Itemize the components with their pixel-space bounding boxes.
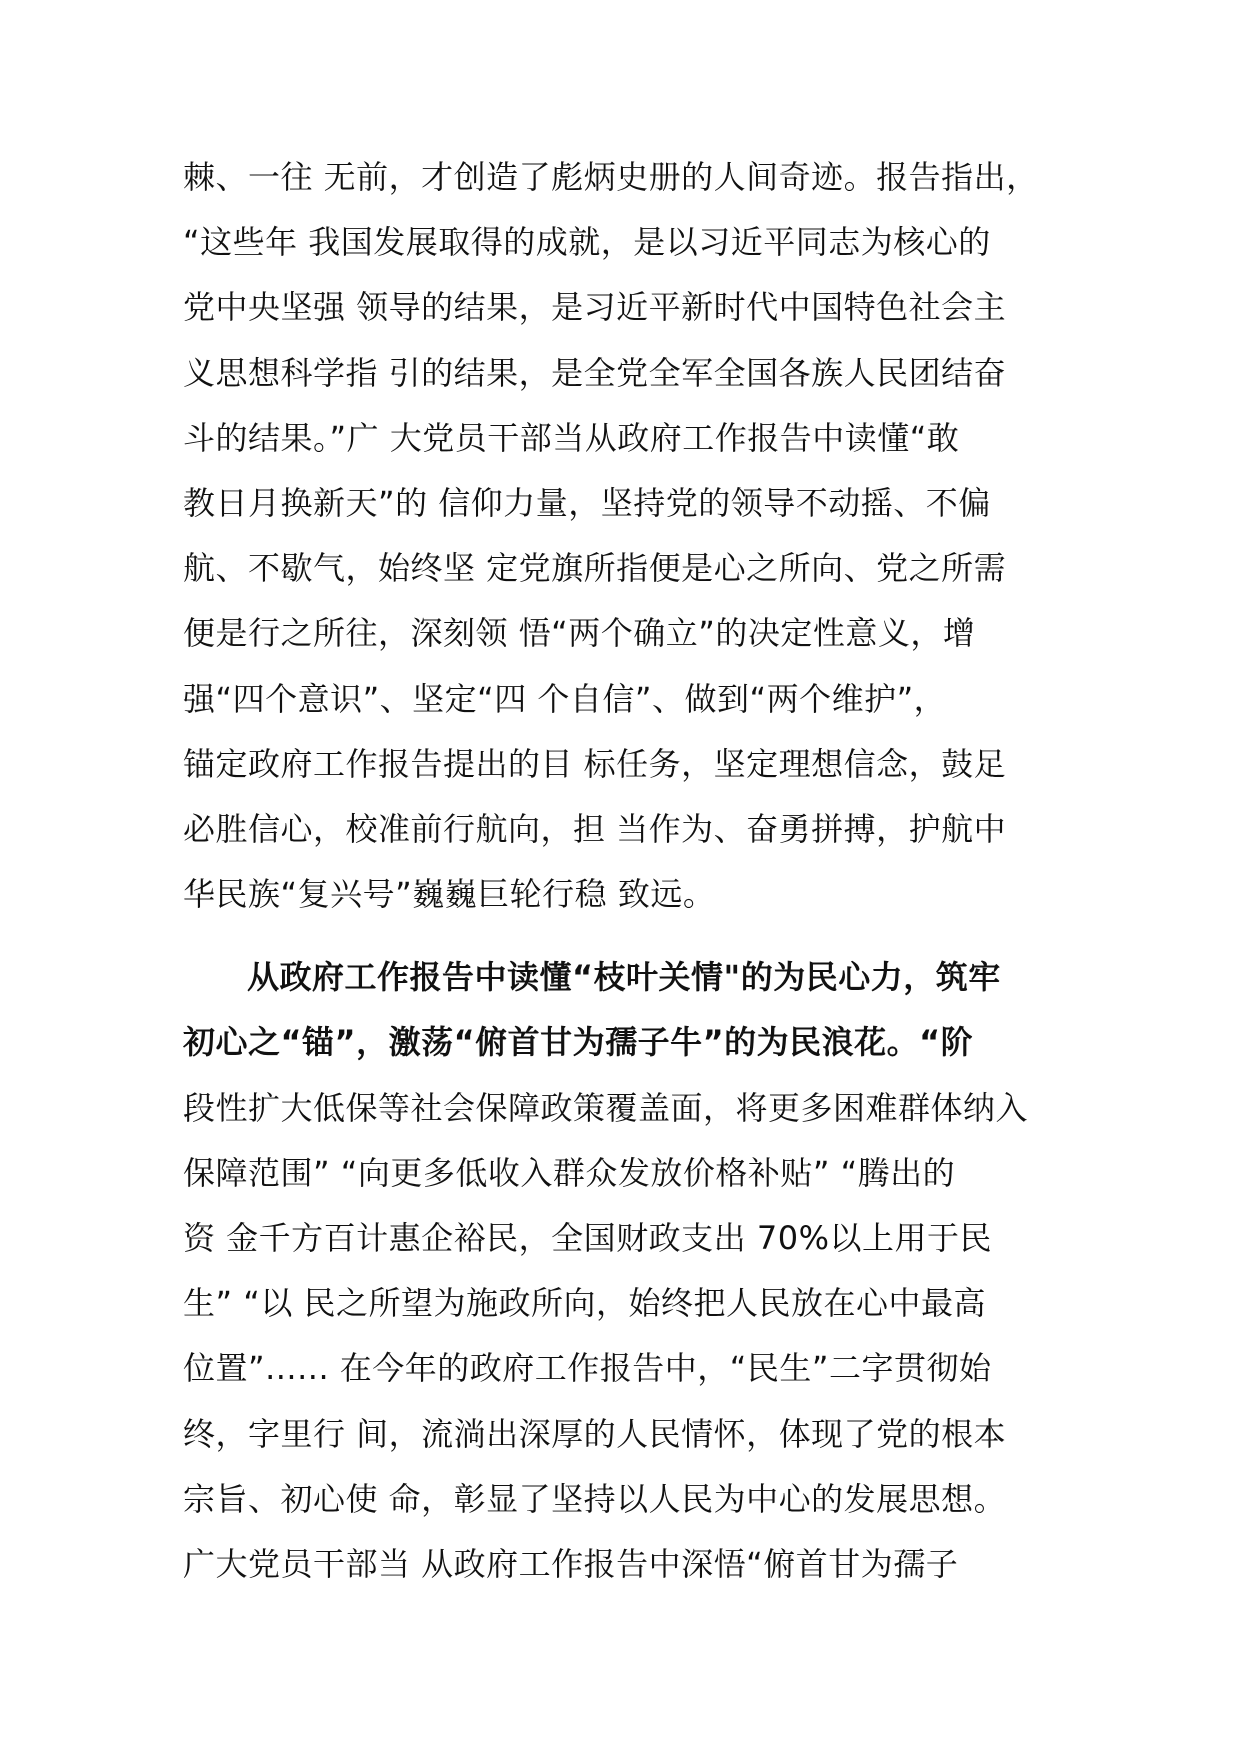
text-line: 便是行之所往，深刻领 悟“两个确立”的决定性意义，增 [183,614,976,653]
text-line: 生” “以 民之所望为施政所向，始终把人民放在心中最高 [183,1284,987,1323]
paragraph-2 [183,945,1083,1597]
paragraph-spacer [183,927,1083,945]
text-line: “这些年 我国发展取得的成就，是以习近平同志为核心的 [183,223,991,262]
section-heading-line: 从政府工作报告中读懂“枝叶关情"的为民心力，筑牢 [247,958,1001,997]
text-line: 锚定政府工作报告提出的目 标任务，坚定理想信念，鼓足 [183,744,1007,783]
text-line: 斗的结果。”广 大党员干部当从政府工作报告中读懂“敢 [183,418,960,457]
text-line: 必胜信心，校准前行航向，担 当作为、奋勇拼搏，护航中 [183,809,1007,848]
text-line: 义思想科学指 引的结果，是全党全军全国各族人民团结奋 [183,353,1007,392]
body-text [183,145,1083,1597]
text-line: 广大党员干部当 从政府工作报告中深悟“俯首甘为孺子 [183,1544,959,1583]
text-line: 终，字里行 间，流淌出深厚的人民情怀，体现了党的根本 [183,1414,1007,1453]
paragraph-1 [183,145,1083,927]
text-line: 宗旨、初心使 命，彰显了坚持以人民为中心的发展思想。 [183,1479,1007,1518]
text-line: 教日月换新天”的 信仰力量，坚持党的领导不动摇、不偏 [183,483,991,522]
text-line: 航、不歇气，始终坚 定党旗所指便是心之所向、党之所需 [183,549,1007,588]
text-line: 华民族“复兴号”巍巍巨轮行稳 致远。 [183,875,716,914]
text-line: 位置”...... 在今年的政府工作报告中，“民生”二字贯彻始 [183,1349,992,1388]
text-line: 保障范围” “向更多低收入群众发放价格补贴” “腾出的 [183,1153,956,1192]
text-line: 强“四个意识”、坚定“四 个自信”、做到“两个维护”， [183,679,947,718]
section-heading-line: 初心之“锚”，激荡“俯首甘为孺子牛”的为民浪花。“阶 [183,1023,974,1062]
text-line: 棘、一往 无前，才创造了彪炳史册的人间奇迹。报告指出， [183,158,1039,196]
text-line: 资 金千方百计惠企裕民，全国财政支出 70%以上用于民 [183,1219,992,1257]
text-line: 段性扩大低保等社会保障政策覆盖面，将更多困难群体纳入 [183,1088,1029,1127]
text-line: 党中央坚强 领导的结果，是习近平新时代中国特色社会主 [183,288,1007,327]
